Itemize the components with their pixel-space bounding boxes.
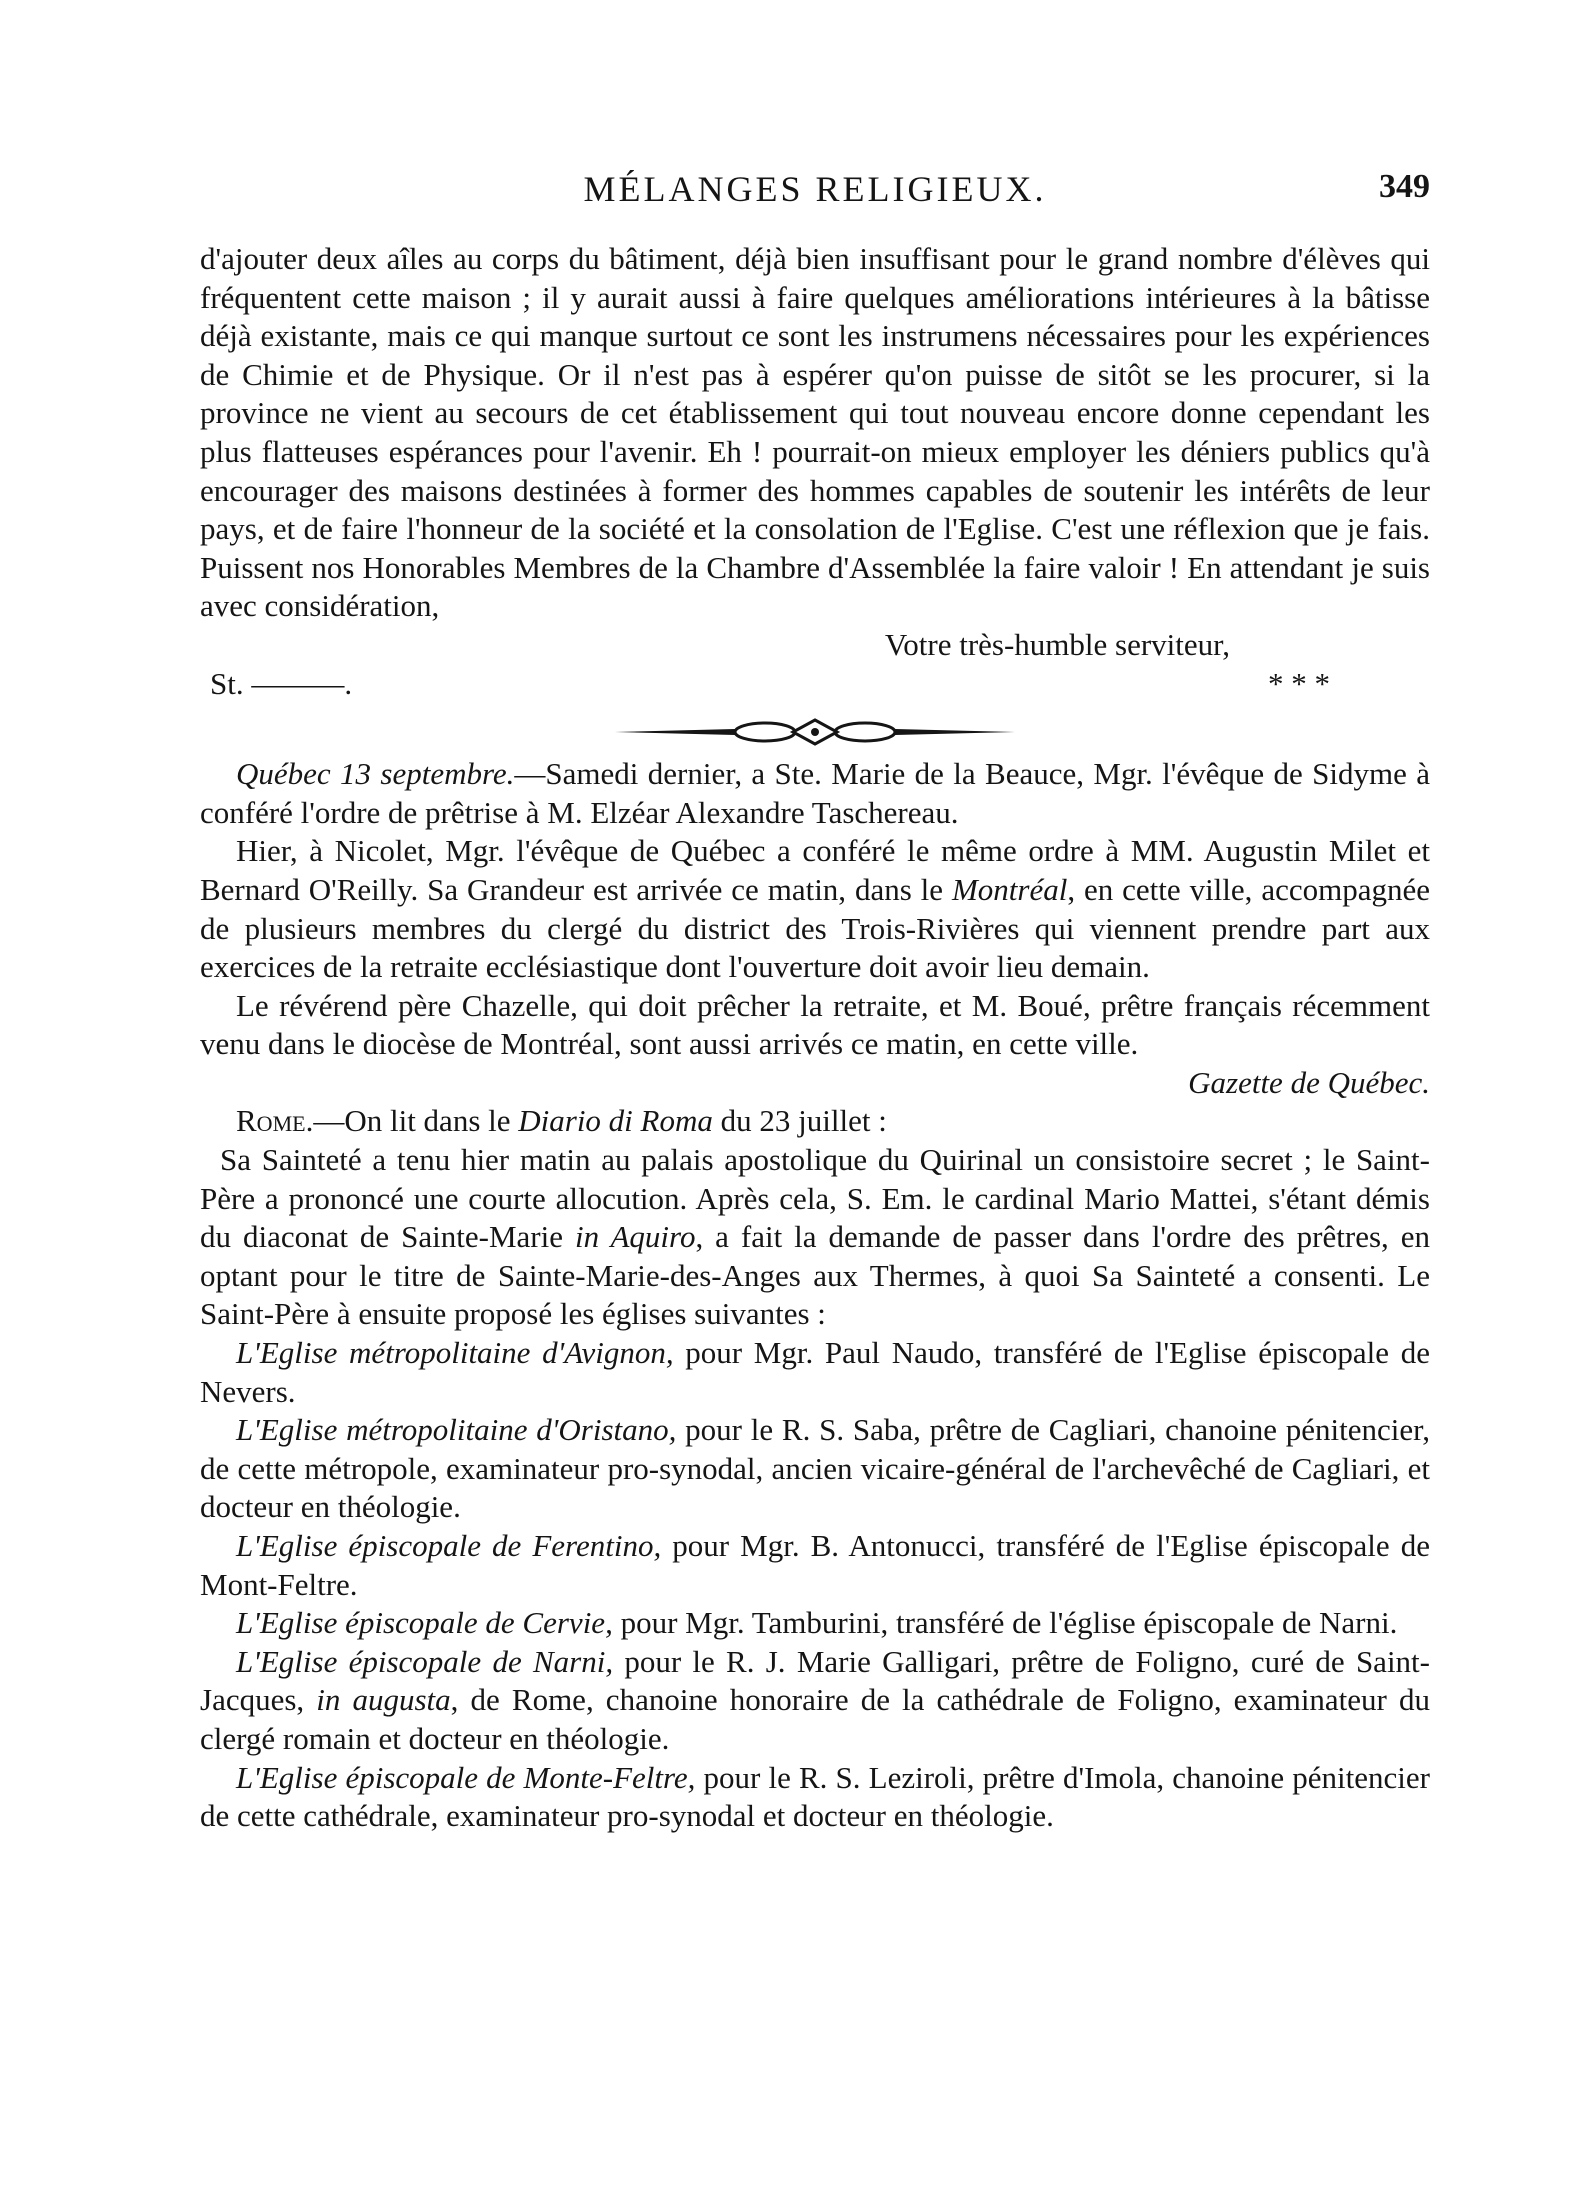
appointment-church: L'Eglise métropolitaine d'Oristano,: [236, 1412, 677, 1448]
rome-p1-text-a: Sa Sainteté a tenu hier matin au palais apostolique du Quirinal un consistoire secret ; le Saint-Père a prononcé une courte allocution. Après cela, S. Em. le cardinal Mario Mattei, s'étant démis du diaconat de Sainte-Marie: [200, 1142, 1430, 1255]
ornament-divider-icon: [615, 717, 1015, 747]
appointment-church: L'Eglise épiscopale de Cervie,: [236, 1605, 613, 1641]
appointment-text: pour le R. S. Saba, prêtre de Cagliari, chanoine pénitencier, de cette métropole, examinateur pro-synodal, ancien vicaire-général de l'archevêché de Cagliari, et docteur en théologie.: [200, 1412, 1430, 1525]
page-header: [200, 168, 1430, 218]
appointment-text-a: pour le R. J. Marie Galligari, prêtre de Foligno, curé de Saint-Jacques,: [200, 1643, 1430, 1718]
steamboat-name: Montréal: [951, 871, 1068, 907]
letter-closing: Votre très-humble serviteur,: [884, 626, 1230, 662]
running-title: MÉLANGES RELIGIEUX.: [583, 169, 1047, 209]
rome-paragraph-1: [200, 1141, 1430, 1334]
rome-label: Rome: [236, 1103, 306, 1139]
appointment-entry: [200, 1334, 1430, 1411]
appointment-entry: [200, 1527, 1430, 1604]
letter-paragraph: d'ajouter deux aîles au corps du bâtiment, déjà bien insuffisant pour le grand nombre d'élèves qui fréquentent cette maison ; il y aurait aussi à faire quelques améliorations intérieures à la bâtisse déjà existante, mais ce qui manque surtout ce sont les instrumens nécessaires pour les expériences de Chimie et de Physique. Or il n'est pas à espérer qu'on puisse de sitôt se les procurer, si la province ne vient au secours de cet établissement qui tout nouveau encore donne cependant les plus flatteuses espérances pour l'avenir. Eh ! pourrait-on mieux employer les déniers publics qu'à encourager des maisons destinées à former des hommes capables de soutenir les intérêts de leur pays, et de faire l'honneur de la société et la consolation de l'Eglise. C'est une réflexion que je fais. Puissent nos Honorables Membres de la Chambre d'Assemblée la faire valoir ! En attendant je suis avec considération,: [200, 241, 1430, 624]
quebec-p3-text: Le révérend père Chazelle, qui doit prêcher la retraite, et M. Boué, prêtre français récemment venu dans le diocèse de Montréal, sont aussi arrivés ce matin, en cette ville.: [200, 987, 1430, 1062]
appointment-text: pour Mgr. B. Antonucci, transféré de l'Eglise épiscopale de Mont-Feltre.: [200, 1528, 1430, 1602]
signature-row: [200, 665, 1430, 704]
rome-intro-text-b: du 23 juillet :: [712, 1103, 887, 1139]
newspaper-name: Diario di Roma: [518, 1103, 713, 1139]
appointment-text-b: , de Rome, chanoine honoraire de la cathédrale de Foligno, examinateur du clergé romain et docteur en théologie.: [200, 1682, 1430, 1756]
signature-mark: * * *: [1268, 665, 1330, 701]
appointment-church: L'Eglise épiscopale de Monte-Feltre,: [236, 1759, 696, 1795]
appointment-text: pour Mgr. Paul Naudo, transféré de l'Eglise épiscopale de Nevers.: [200, 1335, 1430, 1409]
quebec-paragraph-2: [200, 832, 1430, 986]
appointment-entry: [200, 1411, 1430, 1527]
appointment-text: pour le R. S. Leziroli, prêtre d'Imola, chanoine pénitencier de cette cathédrale, examinateur pro-synodal et docteur en théologie.: [200, 1759, 1431, 1834]
appointment-entry: [200, 1643, 1430, 1759]
quebec-p2-text-b: , en cette ville, accompagnée de plusieurs membres du clergé du district des Trois-Rivières qui viennent prendre part aux exercices de la retraite ecclésiastique dont l'ouverture doit avoir lieu demain.: [200, 871, 1430, 985]
rome-intro: [200, 1102, 1430, 1141]
quebec-dateline: Québec 13 septembre.: [236, 756, 515, 792]
church-title: in Aquiro: [574, 1219, 696, 1255]
source-citation: Gazette de Québec.: [1188, 1064, 1430, 1100]
rome-p1-text-b: , a fait la demande de passer dans l'ordre des prêtres, en optant pour le titre de Sainte-Marie-des-Anges aux Thermes, à quoi Sa Sainteté a consenti. Le Saint-Père à ensuite proposé les églises suivantes :: [200, 1219, 1430, 1332]
appointment-church: L'Eglise épiscopale de Ferentino,: [236, 1528, 662, 1563]
parish-qualifier: in augusta: [316, 1682, 451, 1718]
quebec-paragraph-1: [200, 755, 1430, 832]
appointment-text: pour Mgr. Tamburini, transféré de l'église épiscopale de Narni.: [612, 1605, 1398, 1641]
quebec-p1-text: —Samedi dernier, a Ste. Marie de la Beauce, Mgr. l'évêque de Sidyme à conféré l'ordre de prêtrise à M. Elzéar Alexandre Taschereau.: [200, 756, 1431, 830]
page-body: [200, 240, 1430, 1836]
page-number: 349: [1379, 168, 1430, 205]
quebec-paragraph-3: [200, 987, 1430, 1103]
rome-intro-text-a: .—On lit dans le: [305, 1103, 519, 1139]
appointment-church: L'Eglise métropolitaine d'Avignon,: [236, 1335, 674, 1371]
appointment-entry: [200, 1604, 1430, 1643]
quebec-p2-text-a: Hier, à Nicolet, Mgr. l'évêque de Québec a conféré le même ordre à MM. Augustin Milet et Bernard O'Reilly. Sa Grandeur est arrivée ce matin, dans le: [200, 833, 1430, 907]
appointment-church: L'Eglise épiscopale de Narni,: [236, 1643, 614, 1679]
signature-place: St. ———.: [210, 665, 353, 701]
appointment-entry: [200, 1759, 1430, 1836]
